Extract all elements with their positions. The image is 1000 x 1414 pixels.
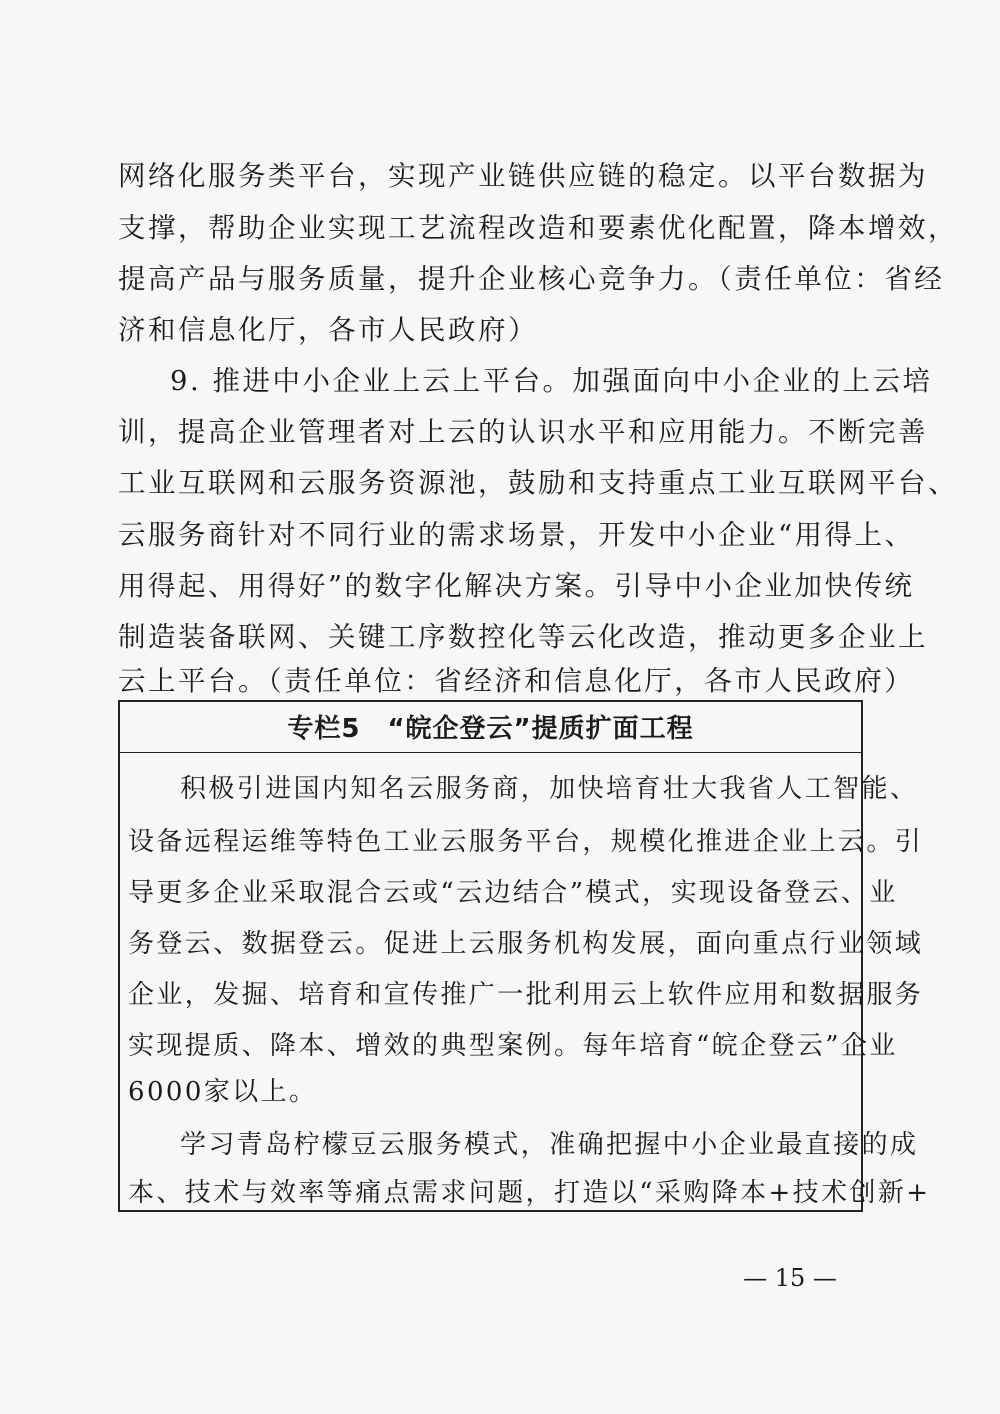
paragraph-line: 云上平台。（责任单位：省经济和信息化厅，各市人民政府） — [118, 665, 915, 697]
column-line: 实现提质、降本、增效的典型案例。每年培育“皖企登云”企业 — [128, 1031, 898, 1061]
column-line: 积极引进国内知名云服务商，加快培育壮大我省人工智能、 — [180, 774, 919, 804]
paragraph-line: 用得起、用得好”的数字化解决方案。引导中小企业加快传统 — [118, 570, 915, 602]
column-line: 导更多企业采取混合云或“云边结合”模式，实现设备登云、业 — [128, 878, 898, 908]
column-line: 设备远程运维等特色工业云服务平台，规模化推进企业上云。引 — [128, 827, 924, 857]
column-line: 学习青岛柠檬豆云服务模式，准确把握中小企业最直接的成 — [180, 1130, 919, 1160]
paragraph-line: 制造装备联网、关键工序数控化等云化改造，推动更多企业上 — [118, 621, 928, 653]
paragraph-line: 济和信息化厅，各市人民政府） — [118, 314, 538, 346]
paragraph-line: 网络化服务类平台，实现产业链供应链的稳定。以平台数据为 — [118, 160, 928, 192]
column-title: 专栏5 “皖企登云”提质扩面工程 — [287, 714, 694, 744]
column-line: 企业，发掘、培育和宣传推广一批利用云上软件应用和数据服务 — [128, 980, 924, 1010]
item-9-heading-line: 9. 推进中小企业上云上平台。加强面向中小企业的上云培 — [170, 365, 933, 397]
column-line: 本、技术与效率等痛点需求问题，打造以“采购降本+技术创新+ — [128, 1178, 931, 1208]
column-title-row — [120, 702, 861, 753]
paragraph-line: 提高产品与服务质量，提升企业核心竞争力。（责任单位：省经 — [118, 263, 945, 295]
column-box — [118, 700, 931, 1212]
paragraph-line: 云服务商针对不同行业的需求场景，开发中小企业“用得上、 — [118, 519, 915, 551]
column-line: 6000家以上。 — [128, 1077, 318, 1107]
paragraph-line: 工业互联网和云服务资源池，鼓励和支持重点工业互联网平台、 — [118, 467, 958, 499]
paragraph-line: 支撑，帮助企业实现工艺流程改造和要素优化配置，降本增效， — [118, 212, 958, 244]
page-number: — 15 — — [743, 1264, 837, 1292]
paragraph-line: 训，提高企业管理者对上云的认识水平和应用能力。不断完善 — [118, 416, 928, 448]
column-line: 务登云、数据登云。促进上云服务机构发展，面向重点行业领域 — [128, 929, 924, 959]
